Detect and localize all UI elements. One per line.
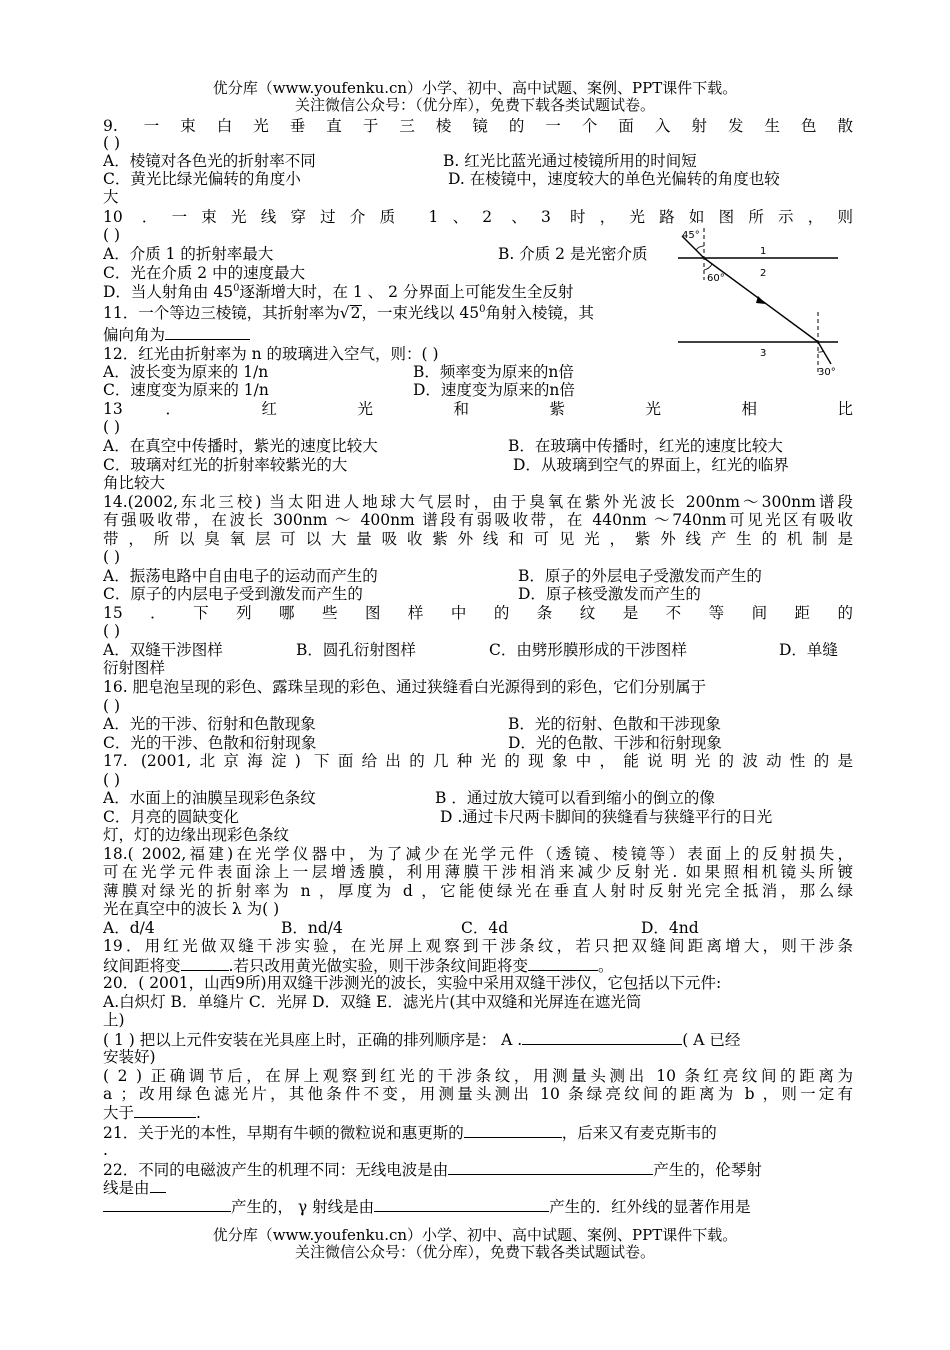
label-angle-45: 45° [682, 230, 700, 241]
q20-line-8 [103, 1103, 853, 1122]
q21-blank-1[interactable] [464, 1123, 562, 1138]
q11-line-2 [103, 325, 683, 344]
label-angle-30: 30° [818, 367, 836, 378]
q15-option-d: D．单缝 [779, 641, 838, 659]
q22-blank-2b[interactable] [103, 1197, 231, 1212]
q17-option-c: C．月亮的圆缺变化 [103, 808, 239, 826]
q10-option-d [103, 283, 678, 301]
q11-line-2-text: 偏向角为 [103, 326, 166, 344]
q10-options-ab [103, 245, 678, 263]
q13-option-d-cont: 角比较大 [103, 474, 166, 492]
q15-stem: 15．下列哪些图样中的条纹是不等间距的 [103, 604, 853, 622]
q9-stem: 9. 一束白光垂直于三棱镜的一个面入射发生色散 [103, 117, 853, 135]
q15-option-c: C．由劈形膜形成的干涉图样 [489, 641, 687, 659]
q16-options-cd [103, 734, 853, 752]
q17-option-d-cont: 灯，灯的边缘出现彩色条纹 [103, 826, 290, 844]
q12-options-ab [103, 363, 678, 381]
q9-option-a: A．棱镜对各色光的折射率不同 [103, 152, 316, 170]
q19-line-2b: .若只改用黄光做实验，则干涉条纹间距将变 [228, 957, 528, 975]
q9-option-d-cont: 大 [103, 188, 119, 206]
q22-line-2-text: 线是由 [103, 1179, 150, 1197]
q17-options-ab [103, 789, 853, 807]
q22-blank-2a[interactable] [150, 1178, 166, 1193]
q20-compare-blank[interactable] [134, 1103, 196, 1118]
q20-line-3: 上) [103, 1011, 125, 1029]
q9-options-cd [103, 170, 853, 188]
q16-stem: 16. 肥皂泡呈现的彩色、露珠呈现的彩色、通过狭缝看白光源得到的彩色，它们分别属于 [103, 678, 707, 696]
q15-option-a: A．双缝干涉图样 [103, 641, 223, 659]
q11-post-pre: ，一束光线以 45 [361, 304, 480, 322]
q18-line-1: 18.( 2002,福建)在光学仪器中，为了减少在光学元件（透镜、棱镜等）表面上的反射损失， [103, 845, 853, 863]
q12-option-c: C．速度变为原来的 1/n [103, 381, 269, 399]
q20-line-4b: ( A 已经 [682, 1031, 741, 1049]
q14-options-ab [103, 567, 853, 585]
q16-option-b: B．光的衍射、色散和干涉现象 [508, 715, 721, 733]
q12-option-a: A．波长变为原来的 1/n [103, 363, 269, 381]
q13-paren: ( ) [103, 418, 121, 436]
q10-option-d-sup: 0 [233, 283, 240, 294]
q20-line-7: a ；改用绿色滤光片，其他条件不变，用测量头测出 10 条绿亮纹间的距离为 b ，则一定有 [103, 1085, 853, 1103]
arc-60 [704, 264, 712, 270]
q17-paren: ( ) [103, 771, 121, 789]
q22-line-3a: 产生的， γ 射线是由 [231, 1198, 375, 1216]
q13-stem: 13 ． 红 光 和 紫 光 相 比 [103, 400, 853, 418]
label-angle-60: 60° [707, 273, 725, 284]
header-line-1: 优分库（www.youfenku.cn）小学、初中、高中试题、案例、PPT课件下载。 [212, 79, 738, 97]
q11-post: 角射入棱镜，其 [485, 304, 595, 322]
q19-blank-2[interactable] [528, 956, 598, 971]
q12-option-b: B．频率变为原来的n倍 [413, 363, 574, 381]
q11-answer-blank[interactable] [165, 325, 250, 340]
q9-options-ab [103, 152, 853, 170]
q18-line-4: 光在真空中的波长 λ 为( ) [103, 900, 280, 918]
q14-option-a: A．振荡电路中自由电子的运动而产生的 [103, 567, 378, 585]
label-medium-2: 2 [760, 268, 767, 279]
q20-line-8a: 大于 [103, 1104, 135, 1122]
q14-paren: ( ) [103, 548, 121, 566]
q17-options-cd [103, 808, 853, 826]
q22-line-3 [103, 1197, 853, 1216]
q13-options-cd [103, 456, 853, 474]
q19-line-2c: 。 [597, 957, 614, 975]
header-line-2: 关注微信公众号：（优分库），免费下载各类试题试卷。 [294, 96, 655, 114]
q17-stem: 17. (2001,北京海淀) 下面给出的几种光的现象中，能说明光的波动性的是 [103, 752, 853, 770]
q10-option-d-post: 逐渐增大时，在 1 、 2 分界面上可能发生全反射 [239, 283, 574, 301]
q13-option-d: D．从玻璃到空气的界面上，红光的临界 [513, 456, 789, 474]
footer-line-1: 优分库（www.youfenku.cn）小学、初中、高中试题、案例、PPT课件下载。 [212, 1226, 738, 1244]
q10-option-a: A．介质 1 的折射率最大 [103, 245, 274, 263]
q13-option-a: A．在真空中传播时，紫光的速度比较大 [103, 437, 378, 455]
q10-paren: ( ) [103, 226, 121, 244]
q17-option-d: D .通过卡尺两卡脚间的狭缝看与狭缝平行的日光 [440, 808, 773, 826]
q20-order-blank[interactable] [522, 1030, 682, 1045]
q9-paren: ( ) [103, 134, 121, 152]
q22-blank-1[interactable] [448, 1160, 653, 1175]
q12-option-d: D．速度变为原来的n倍 [413, 381, 575, 399]
q20-line-8b: . [196, 1104, 201, 1122]
footer-line-2: 关注微信公众号：（优分库），免费下载各类试题试卷。 [294, 1243, 655, 1261]
q15-option-b: B．圆孔衍射图样 [296, 641, 416, 659]
q22-line-1a: 22．不同的电磁波产生的机理不同：无线电波是由 [103, 1161, 449, 1179]
q15-option-d-cont: 衍射图样 [103, 659, 166, 677]
q18-option-a: A．d/4 [103, 919, 155, 937]
q20-line-1: 20．( 2001，山西9所)用双缝干涉测光的波长，实验中采用双缝干涉仪，它包括以下元件: [103, 974, 722, 992]
q11-post-sup: 0 [479, 304, 486, 315]
q19-line-2a: 纹间距将变 [103, 957, 181, 975]
q14-line-1: 14.(2002,东北三校) 当太阳进人地球大气层时，由于臭氧在紫外光波长 200nm～300nm谱段 [103, 493, 853, 511]
q9-option-d: D. 在棱镜中，速度较大的单色光偏转的角度也较 [448, 170, 780, 188]
q22-line-2 [103, 1178, 853, 1197]
q13-option-b: B．在玻璃中传播时，红光的速度比较大 [508, 437, 783, 455]
q12-options-cd [103, 381, 678, 399]
q22-line-3b: 产生的．红外线的显著作用是 [549, 1198, 751, 1216]
q18-option-c: C．4d [461, 919, 509, 937]
q22-blank-3[interactable] [374, 1197, 549, 1212]
q14-options-cd [103, 585, 853, 603]
q20-line-4 [103, 1030, 853, 1049]
q16-paren: ( ) [103, 697, 121, 715]
q14-option-d: D．原子核受激发而产生的 [518, 585, 701, 603]
q22-line-1b: 产生的，伦琴射 [653, 1161, 762, 1179]
q19-blank-1[interactable] [181, 956, 229, 971]
q21-line-1b: ，后来又有麦克斯韦的 [561, 1124, 717, 1142]
q21-line-2: . [103, 1141, 108, 1159]
q17-option-a: A．水面上的油膜呈现彩色条纹 [103, 789, 316, 807]
q14-line-3: 带，所以臭氧层可以大量吸收紫外线和可见光，紫外线产生的机制是 [103, 530, 853, 548]
q20-line-2: A.白炽灯 B．单缝片 C．光屏 D．双缝 E．滤光片(其中双缝和光屏连在遮光筒 [103, 993, 642, 1011]
q16-options-ab [103, 715, 853, 733]
q10-option-c: C．光在介质 2 中的速度最大 [103, 264, 306, 282]
q16-option-c: C．光的干涉、色散和衍射现象 [103, 734, 317, 752]
q20-line-5: 安装好) [103, 1048, 156, 1066]
q20-line-6: ( 2 ) 正确调节后，在屏上观察到红光的干涉条纹，用测量头测出 10 条红亮纹间的距离为 [103, 1067, 853, 1085]
label-medium-1: 1 [760, 246, 767, 257]
q15-options [103, 641, 853, 659]
q14-line-2: 有强吸收带，在波长 300nm ～ 400nm 谱段有弱吸收带，在 440nm ～740nm可见光区有吸收 [103, 511, 853, 529]
q20-line-4a: ( 1 ) 把以上元件安装在光具座上时，正确的排列顺序是： A . [103, 1031, 523, 1049]
q13-options-ab [103, 437, 853, 455]
label-medium-3: 3 [760, 348, 767, 359]
q16-option-d: D．光的色散、干涉和衍射现象 [508, 734, 722, 752]
q11-root: 2 [350, 304, 361, 322]
q19-line-2 [103, 956, 853, 975]
q18-options [103, 919, 853, 937]
q18-line-3: 薄膜对绿光的折射率为 n ，厚度为 d ，它能使绿光在垂直人射时反射光完全抵消，那么绿 [103, 882, 853, 900]
q14-option-b: B．原子的外层电子受激发而产生的 [518, 567, 762, 585]
q18-option-b: B．nd/4 [281, 919, 343, 937]
q15-paren: ( ) [103, 622, 121, 640]
q10-stem: 10 ．一束光线穿过介质 1、2 、3 时，光路如图所示，则 [103, 208, 853, 226]
q18-line-2: 可在光学元件表面涂上一层增透膜，利用薄膜干涉相消来减少反射光. 如果照相机镜头所镀 [103, 863, 853, 881]
q21-line-1a: 21．关于光的本性，早期有牛顿的微粒说和惠更斯的 [103, 1124, 464, 1142]
q9-option-c: C．黄光比绿光偏转的角度小 [103, 170, 301, 188]
arc-45 [696, 246, 704, 250]
sqrt-symbol: √ [339, 304, 350, 322]
q21-line-1 [103, 1123, 853, 1142]
q10-option-d-pre: D．当人射角由 45 [103, 283, 234, 301]
q10-option-b: B. 介质 2 是光密介质 [498, 245, 648, 263]
q17-option-b: B ．通过放大镜可以看到缩小的倒立的像 [435, 789, 715, 807]
q19-line-1: 19．用红光做双缝干涉实验，在光屏上观察到干涉条纹，若只把双缝间距离增大，则干涉条 [103, 937, 853, 955]
q18-option-d: D．4nd [641, 919, 699, 937]
ray-exit [818, 342, 831, 364]
q22-line-1 [103, 1160, 853, 1179]
q11-pre: 11．一个等边三棱镜，其折射率为 [103, 304, 340, 322]
q11-line-1 [103, 304, 683, 322]
q14-option-c: C．原子的内层电子受到激发而产生的 [103, 585, 363, 603]
q13-option-c: C．玻璃对红光的折射率较紫光的大 [103, 456, 348, 474]
q16-option-a: A．光的干涉、衍射和色散现象 [103, 715, 316, 733]
q9-option-b: B. 红光比蓝光通过棱镜所用的时间短 [443, 152, 697, 170]
q12-stem: 12．红光由折射率为 n 的玻璃进入空气，则：( ) [103, 345, 439, 363]
refraction-diagram [678, 224, 838, 384]
